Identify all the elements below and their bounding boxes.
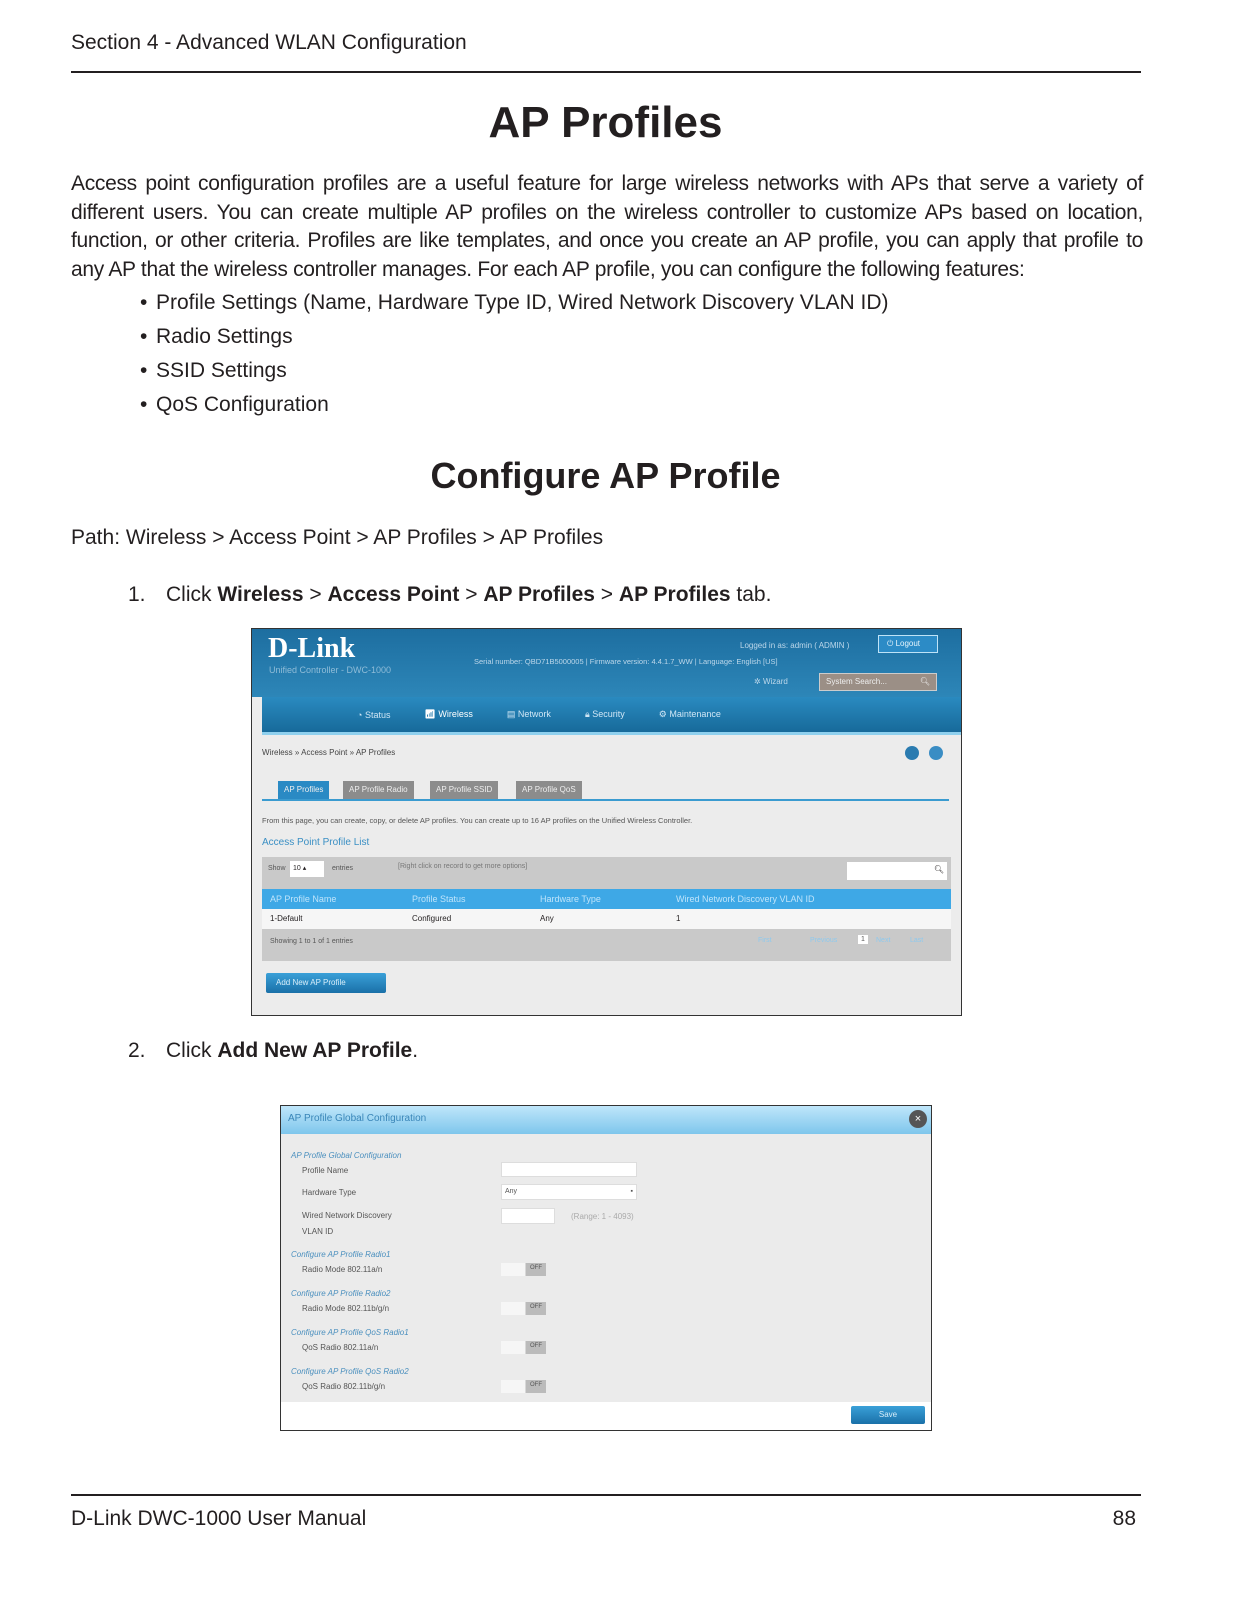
entries-select[interactable]: 10 ▴	[290, 861, 324, 877]
step-number: 1.	[128, 583, 146, 606]
app-header	[252, 629, 961, 697]
qos-radio-label: QoS Radio 802.11a/n	[302, 1343, 379, 1352]
table-header	[262, 889, 951, 909]
radio-mode-label: Radio Mode 802.11a/n	[302, 1265, 383, 1274]
vlan-range-hint: (Range: 1 - 4093)	[571, 1212, 634, 1221]
nav-path: Path: Wireless > Access Point > AP Profiles > AP Profiles	[71, 526, 604, 549]
qos-radio2-toggle[interactable]	[501, 1380, 546, 1393]
showing-text: Showing 1 to 1 of 1 entries	[270, 938, 353, 945]
vlan-label: Wired Network Discovery	[302, 1211, 392, 1220]
logged-in: Logged in as: admin ( ADMIN )	[740, 641, 850, 650]
cell: Configured	[412, 914, 452, 923]
cell: 1-Default	[270, 914, 303, 923]
step-bold: Wireless	[217, 583, 304, 606]
step-text: Click	[166, 1039, 218, 1062]
pager-previous[interactable]: Previous	[810, 937, 838, 944]
toggle-label: OFF	[530, 1304, 542, 1310]
add-new-ap-profile-button[interactable]: Add New AP Profile	[266, 973, 386, 993]
step-bold: AP Profiles	[618, 583, 731, 606]
product-name: Unified Controller - DWC-1000	[269, 665, 392, 675]
table-row[interactable]	[262, 909, 951, 929]
toggle-label: OFF	[530, 1343, 542, 1349]
section-heading: Configure AP Profile Radio1	[291, 1250, 391, 1259]
info-icon[interactable]	[929, 746, 943, 760]
nav-security[interactable]: 🔒︎ Security	[584, 709, 625, 719]
step-2	[128, 1039, 418, 1063]
dialog-title: AP Profile Global Configuration	[288, 1113, 427, 1124]
feature-item: • SSID Settings	[140, 359, 287, 382]
feature-item: • Profile Settings (Name, Hardware Type ID, Wired Network Discovery VLAN ID)	[140, 291, 889, 314]
section-heading: Configure AP Profile QoS Radio2	[291, 1367, 409, 1376]
wizard-label: Wizard	[762, 677, 788, 686]
tab-ap-profiles[interactable]: AP Profiles	[278, 781, 329, 799]
table-footer	[262, 929, 951, 961]
hint-text: [Right click on record to get more options]	[398, 863, 528, 870]
col-header[interactable]: AP Profile Name	[270, 894, 337, 904]
step-number: 2.	[128, 1039, 146, 1062]
section-heading: AP Profile Global Configuration	[291, 1151, 402, 1160]
qos-radio-label: QoS Radio 802.11b/g/n	[302, 1382, 386, 1391]
page-title: AP Profiles	[488, 98, 723, 147]
dialog-footer	[281, 1402, 931, 1431]
hardware-type-select[interactable]	[501, 1184, 637, 1200]
header-rule	[71, 71, 1141, 73]
col-header[interactable]: Profile Status	[412, 894, 466, 904]
nav-label: Status	[364, 709, 391, 720]
nav-label: Wireless	[438, 709, 473, 719]
tab-underline	[262, 799, 949, 801]
dialog-titlebar	[281, 1106, 931, 1134]
step-bold: AP Profiles	[483, 583, 595, 606]
radio2-toggle[interactable]	[501, 1302, 546, 1315]
nav-network[interactable]: ▤ Network	[506, 709, 551, 719]
vlan-label-2: VLAN ID	[302, 1227, 334, 1236]
col-header[interactable]: Wired Network Discovery VLAN ID	[676, 894, 815, 904]
profile-name-input[interactable]	[501, 1162, 637, 1177]
feature-item: • Radio Settings	[140, 325, 293, 348]
feature-text: Profile Settings (Name, Hardware Type ID, Wired Network Discovery VLAN ID)	[156, 291, 889, 314]
nav-label: Maintenance	[669, 709, 721, 719]
nav-label: Security	[592, 709, 625, 719]
pager-last[interactable]: Last	[910, 937, 924, 944]
footer-rule	[71, 1494, 1141, 1496]
pager-next[interactable]: Next	[876, 937, 891, 944]
feature-text: QoS Configuration	[156, 393, 329, 416]
feature-text: Radio Settings	[156, 325, 293, 348]
step-bold: Access Point	[327, 583, 460, 606]
pager-page[interactable]: 1	[858, 935, 868, 944]
tab-ap-profile-ssid[interactable]: AP Profile SSID	[430, 781, 498, 799]
sep: >	[594, 583, 619, 606]
radio-mode-label: Radio Mode 802.11b/g/n	[302, 1304, 390, 1313]
section-header: Section 4 - Advanced WLAN Configuration	[71, 31, 467, 54]
intro-paragraph: Access point configuration profiles are a useful feature for large wireless networks with APs that serve a variety of different users. You can create multiple AP profiles on the wireless controller to customize APs based on location, function, or other criteria. Profiles are like templates, and once you create an AP profile, you can apply that profile to any AP that the wireless controller manages. For each AP profile, you can configure the following features:	[71, 172, 1143, 281]
hardware-type-label: Hardware Type	[302, 1188, 357, 1197]
close-icon[interactable]: ×	[909, 1110, 927, 1128]
step-1	[128, 583, 771, 607]
step-text: Click	[166, 583, 218, 606]
step-text: .	[412, 1039, 419, 1062]
nav-maintenance[interactable]: ⚙ Maintenance	[658, 709, 721, 719]
help-icon[interactable]	[905, 746, 919, 760]
sep: >	[459, 583, 484, 606]
tab-ap-profile-radio[interactable]: AP Profile Radio	[343, 781, 414, 799]
hardware-type-value: Any	[505, 1188, 518, 1195]
toggle-label: OFF	[530, 1265, 542, 1271]
dlink-logo: D-Link	[268, 633, 356, 664]
step-bold: Add New AP Profile	[217, 1039, 413, 1062]
device-info: Serial number: QBD71B5000005 | Firmware version: 4.4.1.7_WW | Language: English [US]	[474, 657, 778, 666]
entries-value: 10	[293, 865, 301, 872]
page-description: From this page, you can create, copy, or delete AP profiles. You can create up to 16 AP profiles on the Unified Wireless Controller.	[262, 816, 693, 825]
sep: >	[303, 583, 328, 606]
show-label: Show	[268, 865, 286, 872]
table-toolbar	[262, 857, 951, 889]
table-search-input[interactable]: 🔍︎	[847, 862, 947, 880]
pager-first[interactable]: First	[758, 937, 772, 944]
toggle-label: OFF	[530, 1382, 542, 1388]
section-title: Configure AP Profile	[430, 455, 781, 496]
qos-radio1-toggle[interactable]	[501, 1341, 546, 1354]
save-button[interactable]: Save	[851, 1406, 925, 1424]
profile-name-label: Profile Name	[302, 1166, 349, 1175]
logout-button[interactable]: ⏻ Logout	[878, 635, 938, 653]
ap-profiles-screenshot	[251, 628, 962, 1016]
main-nav	[262, 697, 961, 735]
page-number: 88	[1112, 1507, 1136, 1530]
nav-label: Network	[517, 709, 551, 719]
feature-item: • QoS Configuration	[140, 393, 329, 416]
radio1-toggle[interactable]	[501, 1263, 546, 1276]
cell: Any	[540, 914, 554, 923]
chevron-down-icon: ▪	[630, 1188, 633, 1195]
vlan-id-input[interactable]	[501, 1208, 555, 1224]
step-text: tab.	[730, 583, 772, 606]
breadcrumb: Wireless » Access Point » AP Profiles	[262, 748, 396, 757]
logout-label: Logout	[895, 639, 921, 648]
feature-text: SSID Settings	[156, 359, 287, 382]
cell: 1	[676, 914, 681, 923]
entries-label: entries	[332, 865, 354, 872]
nav-status[interactable]: ◔ Status	[357, 709, 391, 720]
list-title: Access Point Profile List	[262, 837, 370, 848]
tab-ap-profile-qos[interactable]: AP Profile QoS	[516, 781, 582, 799]
col-header[interactable]: Hardware Type	[540, 894, 601, 904]
section-heading: Configure AP Profile Radio2	[291, 1289, 391, 1298]
search-icon: 🔍︎	[919, 677, 930, 686]
wizard-link[interactable]: ✲ Wizard	[754, 677, 788, 686]
ap-profile-config-screenshot	[280, 1105, 932, 1431]
nav-wireless[interactable]: 📶︎ Wireless	[424, 709, 473, 719]
system-search-input[interactable]	[819, 673, 937, 691]
section-heading: Configure AP Profile QoS Radio1	[291, 1328, 409, 1337]
footer-manual-title: D-Link DWC-1000 User Manual	[71, 1507, 367, 1530]
search-placeholder: System Search...	[826, 677, 887, 686]
